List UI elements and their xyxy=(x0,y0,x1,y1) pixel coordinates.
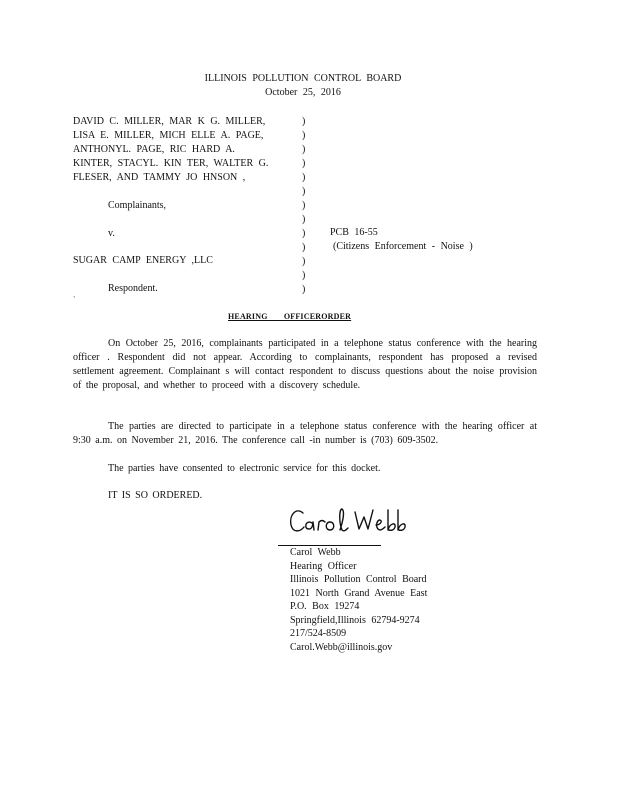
caption-paren: ) xyxy=(302,130,306,141)
signer-email: Carol.Webb@illinois.gov xyxy=(290,641,393,653)
signature-scribble xyxy=(288,503,413,539)
party-line: LISA E. MILLER, MICH ELLE A. PAGE, xyxy=(73,130,264,141)
so-ordered: IT IS SO ORDERED. xyxy=(108,490,203,501)
signer-po-box: P.O. Box 19274 xyxy=(290,601,360,612)
party-line: KINTER, STACYL. KIN TER, WALTER G. xyxy=(73,158,269,169)
case-number: PCB 16-55 xyxy=(330,227,378,238)
signature-block xyxy=(290,546,427,654)
case-type: (Citizens Enforcement - Noise ) xyxy=(333,241,473,252)
caption-paren: ) xyxy=(302,284,306,295)
caption-parenthesis-column xyxy=(302,115,305,297)
signer-phone: 217/524-8509 xyxy=(290,628,347,639)
caption-parties xyxy=(73,115,268,185)
signer-title: Hearing Officer xyxy=(290,560,357,572)
caption-paren: ) xyxy=(302,158,306,169)
board-name: ILLINOIS POLLUTION CONTROL BOARD xyxy=(204,73,402,84)
signer-street-address: 1021 North Grand Avenue East xyxy=(290,587,428,599)
party-line: ANTHONYL. PAGE, RIC HARD A. xyxy=(73,144,235,155)
signer-city-state-zip: Springfield,Illinois 62794-9274 xyxy=(290,614,420,626)
versus-label: v. xyxy=(108,228,115,239)
caption-paren: ) xyxy=(302,186,306,197)
caption-paren: ) xyxy=(302,270,306,281)
caption-paren: ) xyxy=(302,200,306,211)
complainants-label: Complainants, xyxy=(108,200,167,211)
order-title: HEARING OFFICERORDER xyxy=(228,312,352,321)
signer-organization: Illinois Pollution Control Board xyxy=(290,574,427,585)
caption-paren: ) xyxy=(302,144,306,155)
party-line: FLESER, AND TAMMY JO HNSON , xyxy=(73,172,246,183)
order-paragraph-3: The parties have consented to electronic service for this docket. xyxy=(108,463,381,474)
defendant-name: SUGAR CAMP ENERGY ,LLC xyxy=(73,255,213,266)
party-line: DAVID C. MILLER, MAR K G. MILLER, xyxy=(73,116,266,127)
order-paragraph-2: The parties are directed to participate in a telephone status conference with the hearing officer at 9:30 a.m. on November 21, 2016. The conference call -in number is (703) 609-3502. xyxy=(73,421,537,446)
caption-paren: ) xyxy=(302,214,306,225)
order-date: October 25, 2016 xyxy=(265,87,341,98)
signer-name: Carol Webb xyxy=(290,547,341,558)
caption-paren: ) xyxy=(302,172,306,183)
caption-paren: ) xyxy=(302,228,306,239)
handwritten-signature xyxy=(288,503,413,539)
stray-mark: ` xyxy=(73,295,76,304)
caption-paren: ) xyxy=(302,256,306,267)
respondent-label: Respondent. xyxy=(108,283,158,294)
order-paragraph-1: On October 25, 2016, complainants participated in a telephone status conference with the hearing officer . Respondent did not appear. According to complainants, respondent has proposed a revised settlement agreement. Complainant s will contact respondent to discuss questions about the noise provision of the proposal, and whether to proceed with a discovery schedule. xyxy=(73,338,537,391)
caption-paren: ) xyxy=(302,116,306,127)
caption-paren: ) xyxy=(302,242,306,253)
